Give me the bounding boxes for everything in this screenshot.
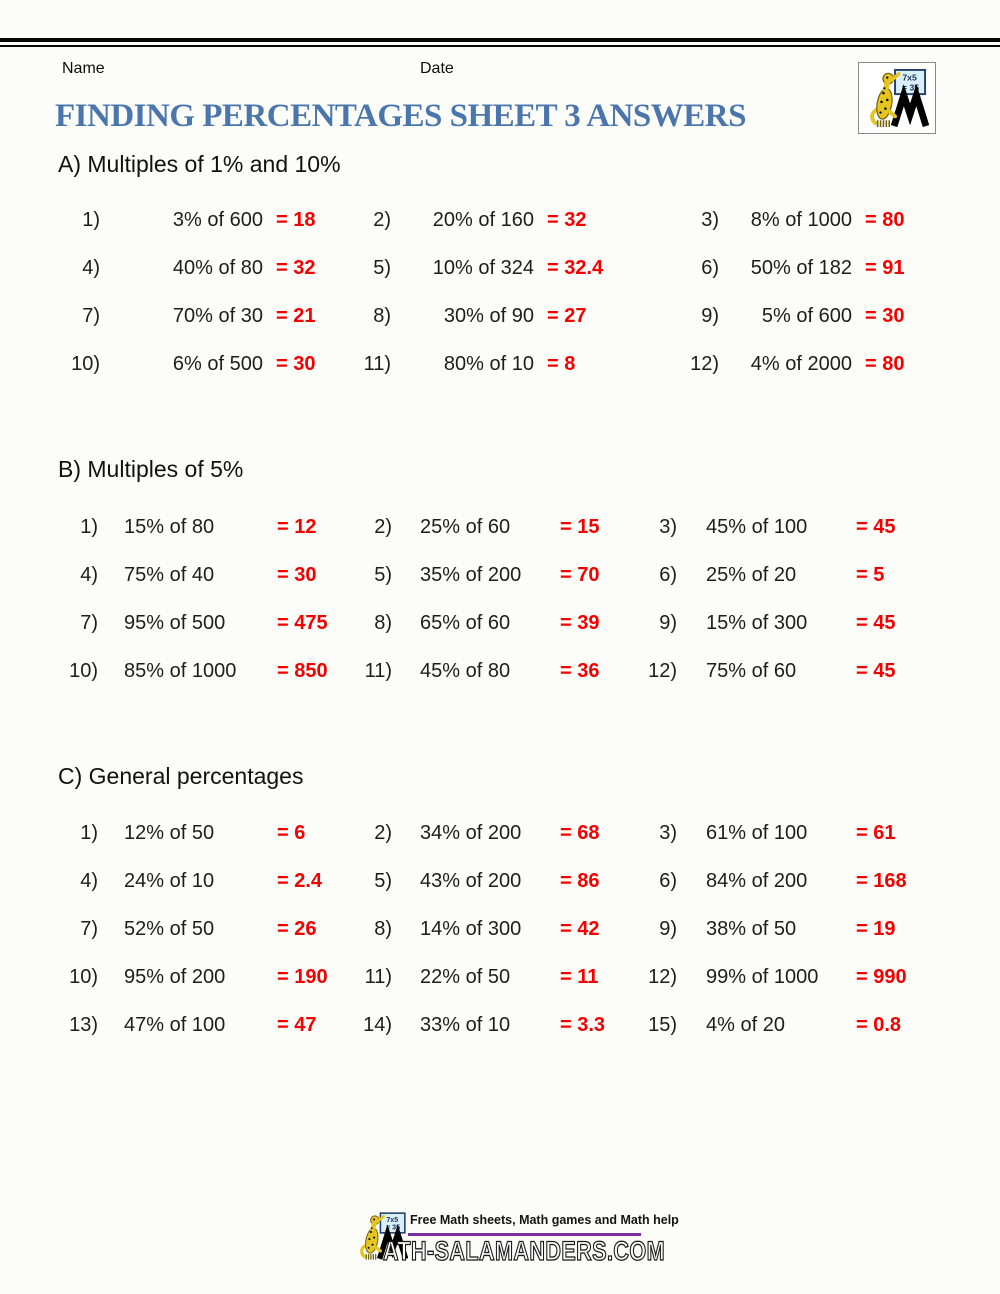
problem-cell xyxy=(358,953,643,1001)
problem-cell xyxy=(64,551,358,599)
answer-text: = 6 xyxy=(277,821,306,844)
problem-number: 11) xyxy=(363,352,391,375)
problem-cell xyxy=(357,196,685,244)
problem-number: 7) xyxy=(80,611,98,634)
answer-text: = 70 xyxy=(560,563,600,586)
page-title: FINDING PERCENTAGES SHEET 3 ANSWERS xyxy=(55,98,746,134)
section-a-heading: A) Multiples of 1% and 10% xyxy=(58,151,341,177)
problem-number: 7) xyxy=(82,304,100,327)
problem-number: 11) xyxy=(364,965,392,988)
problem-number: 10) xyxy=(69,659,98,682)
problem-text: 43% of 200 xyxy=(420,869,522,892)
problem-number: 8) xyxy=(374,917,392,940)
answer-text: = 8 xyxy=(547,352,576,375)
problem-cell xyxy=(358,599,643,647)
problem-cell xyxy=(643,599,998,647)
problem-text: 4% of 20 xyxy=(706,1013,785,1036)
problem-number: 7) xyxy=(80,917,98,940)
answer-text: = 36 xyxy=(560,659,600,682)
answer-text: = 42 xyxy=(560,917,600,940)
date-label: Date xyxy=(420,60,454,77)
problem-cell xyxy=(64,647,358,695)
problem-cell xyxy=(66,340,357,388)
section-b-problems xyxy=(64,503,998,695)
problem-number: 3) xyxy=(659,515,677,538)
problem-text: 40% of 80 xyxy=(172,256,263,279)
answer-text: = 5 xyxy=(856,563,885,586)
problem-text: 80% of 10 xyxy=(443,352,534,375)
answer-text: = 475 xyxy=(277,611,328,634)
problem-text: 99% of 1000 xyxy=(706,965,819,988)
problem-text: 50% of 182 xyxy=(750,256,852,279)
problem-cell xyxy=(643,809,998,857)
footer-wordmark: ATH-SALAMANDERS.COM xyxy=(383,1236,665,1266)
problem-text: 6% of 500 xyxy=(172,352,263,375)
problem-cell xyxy=(358,905,643,953)
problem-text: 70% of 30 xyxy=(172,304,263,327)
answer-text: = 61 xyxy=(856,821,896,844)
problem-text: 61% of 100 xyxy=(706,821,808,844)
answer-text: = 80 xyxy=(865,208,905,231)
answer-text: = 0.8 xyxy=(856,1013,902,1036)
problem-cell xyxy=(643,647,998,695)
problem-cell xyxy=(357,292,685,340)
problem-cell xyxy=(357,244,685,292)
problem-text: 84% of 200 xyxy=(706,869,808,892)
problem-text: 95% of 200 xyxy=(124,965,226,988)
name-label: Name xyxy=(62,60,105,77)
problem-number: 10) xyxy=(71,352,100,375)
salamander-easel-icon xyxy=(865,68,929,128)
answer-text: = 45 xyxy=(856,611,896,634)
problem-text: 34% of 200 xyxy=(420,821,522,844)
answer-text: = 45 xyxy=(856,515,896,538)
problem-text: 85% of 1000 xyxy=(124,659,237,682)
problem-text: 10% of 324 xyxy=(432,256,534,279)
answer-text: = 86 xyxy=(560,869,600,892)
problem-number: 9) xyxy=(659,917,677,940)
problem-cell xyxy=(358,809,643,857)
problem-text: 45% of 80 xyxy=(420,659,511,682)
problem-text: 22% of 50 xyxy=(420,965,511,988)
problem-text: 8% of 1000 xyxy=(750,208,852,231)
problem-number: 4) xyxy=(80,563,98,586)
problem-cell xyxy=(64,1001,358,1049)
problem-text: 3% of 600 xyxy=(172,208,263,231)
problem-text: 95% of 500 xyxy=(124,611,226,634)
math-salamanders-logo xyxy=(858,62,936,134)
problem-number: 6) xyxy=(659,869,677,892)
problem-number: 3) xyxy=(701,208,719,231)
problem-text: 45% of 100 xyxy=(706,515,808,538)
problem-cell xyxy=(66,244,357,292)
answer-text: = 15 xyxy=(560,515,600,538)
answer-text: = 45 xyxy=(856,659,896,682)
answer-text: = 12 xyxy=(277,515,317,538)
section-c-problems xyxy=(64,809,998,1049)
problem-number: 4) xyxy=(80,869,98,892)
problem-cell xyxy=(64,953,358,1001)
answer-text: = 30 xyxy=(865,304,905,327)
problem-cell xyxy=(64,503,358,551)
problem-number: 11) xyxy=(364,659,392,682)
problem-cell xyxy=(643,905,998,953)
section-b-heading: B) Multiples of 5% xyxy=(58,456,244,482)
problem-cell xyxy=(357,340,685,388)
problem-text: 25% of 20 xyxy=(706,563,797,586)
problem-cell xyxy=(66,292,357,340)
problem-text: 33% of 10 xyxy=(420,1013,511,1036)
problem-cell xyxy=(643,953,998,1001)
problem-number: 8) xyxy=(373,304,391,327)
problem-text: 4% of 2000 xyxy=(750,352,852,375)
problem-cell xyxy=(643,1001,998,1049)
problem-number: 13) xyxy=(69,1013,98,1036)
problem-text: 15% of 300 xyxy=(706,611,808,634)
answer-text: = 32 xyxy=(276,256,316,279)
problem-cell xyxy=(643,551,998,599)
problem-number: 2) xyxy=(373,208,391,231)
problem-cell xyxy=(358,1001,643,1049)
problem-cell xyxy=(685,292,985,340)
answer-text: = 30 xyxy=(276,352,316,375)
answer-text: = 11 xyxy=(560,965,599,988)
problem-text: 25% of 60 xyxy=(420,515,511,538)
answer-text: = 168 xyxy=(856,869,907,892)
problem-number: 5) xyxy=(373,256,391,279)
answer-text: = 990 xyxy=(856,965,907,988)
answer-text: = 47 xyxy=(277,1013,317,1036)
problem-text: 52% of 50 xyxy=(124,917,215,940)
problem-text: 35% of 200 xyxy=(420,563,522,586)
problem-number: 1) xyxy=(82,208,100,231)
problem-number: 9) xyxy=(659,611,677,634)
answer-text: = 32 xyxy=(547,208,587,231)
answer-text: = 68 xyxy=(560,821,600,844)
problem-cell xyxy=(64,857,358,905)
section-a-problems xyxy=(66,196,985,388)
problem-cell xyxy=(358,647,643,695)
problem-number: 6) xyxy=(659,563,677,586)
problem-text: 65% of 60 xyxy=(420,611,511,634)
problem-number: 15) xyxy=(648,1013,677,1036)
problem-number: 10) xyxy=(69,965,98,988)
problem-text: 20% of 160 xyxy=(432,208,534,231)
problem-text: 5% of 600 xyxy=(761,304,852,327)
problem-cell xyxy=(64,599,358,647)
answer-text: = 32.4 xyxy=(547,256,604,279)
section-c-heading: C) General percentages xyxy=(58,763,304,789)
answer-text: = 39 xyxy=(560,611,600,634)
answer-text: = 850 xyxy=(277,659,328,682)
answer-text: = 18 xyxy=(276,208,316,231)
problem-number: 12) xyxy=(648,659,677,682)
problem-cell xyxy=(685,244,985,292)
problem-cell xyxy=(358,551,643,599)
problem-number: 1) xyxy=(80,821,98,844)
problem-cell xyxy=(685,340,985,388)
problem-number: 2) xyxy=(374,515,392,538)
problem-number: 14) xyxy=(363,1013,392,1036)
answer-text: = 190 xyxy=(277,965,328,988)
problem-cell xyxy=(643,503,998,551)
problem-number: 4) xyxy=(82,256,100,279)
answer-text: = 80 xyxy=(865,352,905,375)
problem-text: 47% of 100 xyxy=(124,1013,226,1036)
answer-text: = 3.3 xyxy=(560,1013,606,1036)
problem-text: 38% of 50 xyxy=(706,917,797,940)
answer-text: = 91 xyxy=(865,256,905,279)
problem-text: 15% of 80 xyxy=(124,515,215,538)
answer-text: = 19 xyxy=(856,917,896,940)
problem-cell xyxy=(66,196,357,244)
problem-number: 12) xyxy=(648,965,677,988)
problem-number: 12) xyxy=(690,352,719,375)
answer-text: = 21 xyxy=(276,304,316,327)
problem-cell xyxy=(64,809,358,857)
problem-text: 75% of 40 xyxy=(124,563,215,586)
answer-text: = 30 xyxy=(277,563,317,586)
problem-text: 30% of 90 xyxy=(443,304,534,327)
problem-number: 8) xyxy=(374,611,392,634)
problem-text: 75% of 60 xyxy=(706,659,797,682)
answer-text: = 26 xyxy=(277,917,317,940)
problem-number: 1) xyxy=(80,515,98,538)
problem-text: 14% of 300 xyxy=(420,917,522,940)
problem-text: 24% of 10 xyxy=(124,869,215,892)
problem-number: 2) xyxy=(374,821,392,844)
problem-cell xyxy=(64,905,358,953)
problem-number: 6) xyxy=(701,256,719,279)
problem-number: 5) xyxy=(374,563,392,586)
problem-cell xyxy=(643,857,998,905)
footer-tagline: Free Math sheets, Math games and Math help xyxy=(410,1213,679,1227)
problem-number: 5) xyxy=(374,869,392,892)
problem-cell xyxy=(358,857,643,905)
problem-number: 3) xyxy=(659,821,677,844)
answer-text: = 27 xyxy=(547,304,587,327)
problem-cell xyxy=(685,196,985,244)
problem-number: 9) xyxy=(701,304,719,327)
top-double-rule xyxy=(0,38,1000,47)
problem-text: 12% of 50 xyxy=(124,821,215,844)
problem-cell xyxy=(358,503,643,551)
answer-text: = 2.4 xyxy=(277,869,323,892)
